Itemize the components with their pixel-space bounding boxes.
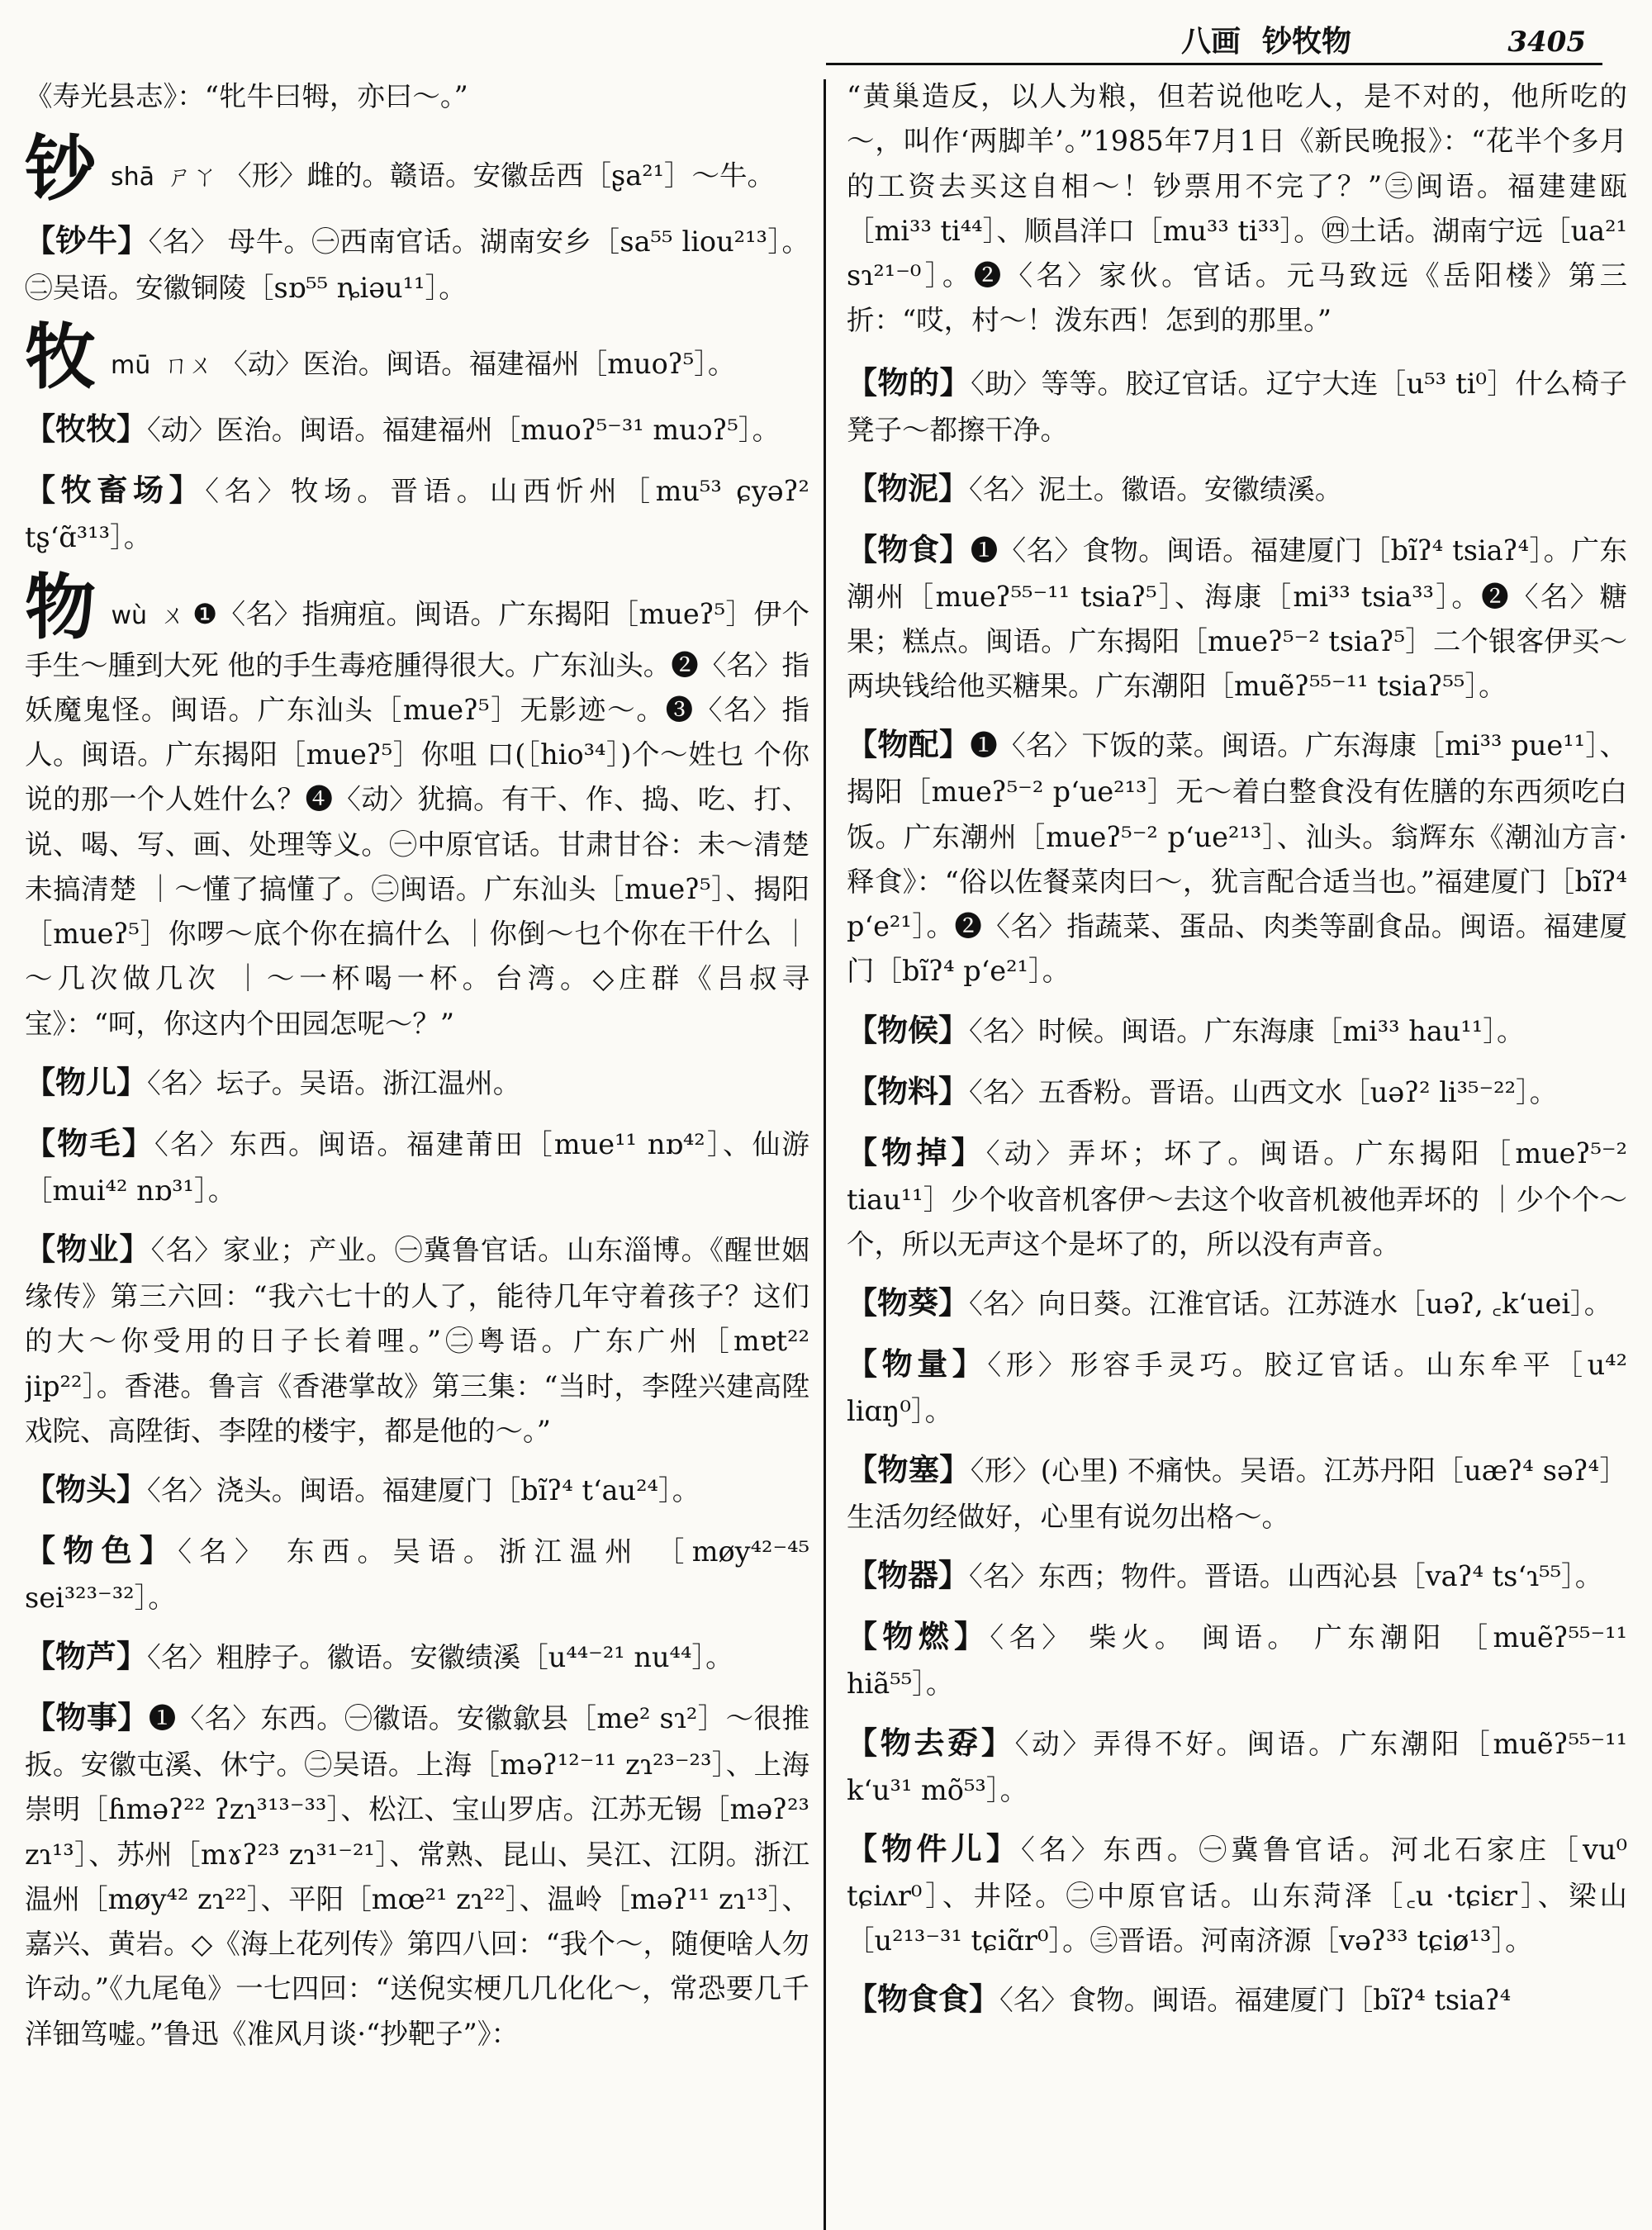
headword: 【钞牛】 [25, 222, 149, 259]
definition-text: ❶〈名〉指痈疽。闽语。广东揭阳［mueʔ⁵］伊个手生～腫到大死 他的手生毒疮腫得很大。广东汕头。❷〈名〉指妖魔鬼怪。闽语。广东汕头［mueʔ⁵］无影迹～。❸〈名〉指人。闽语。广东揭阳［mueʔ⁵］你咀 口(［hio³⁴］)个～姓乜 个你说的那一个人姓什么？❹〈动〉犹搞。有干、作、捣、吃、打、说、喝、写、画、处理等义。㊀中原官话。甘肃甘谷：未～清楚未搞清楚 ｜～懂了搞懂了。㊁闽语。广东汕头［mueʔ⁵］、揭阳［mueʔ⁵］你啰～底个你在搞什么 ｜你倒～乜个你在干什么 ｜～几次做几次 ｜～一杯喝一杯。台湾。◇庄群《吕叔寻宝》：“呵，你这内个田园怎呢～？” [25, 597, 809, 1040]
word-entry [847, 1824, 1627, 1963]
head-character: 牧 [25, 316, 96, 400]
word-entry [25, 1119, 809, 1213]
word-entry [25, 1693, 809, 2057]
headword: 【物毛】 [25, 1124, 155, 1161]
headword: 【物食食】 [847, 1981, 999, 2018]
zhuyin: ㄇㄨ [164, 351, 214, 381]
definition-text: ❶〈名〉东西。㊀徽语。安徽歙县［me² sɿ²］～很推扳。安徽屯溪、休宁。㊁吴语。上海［məʔ¹²⁻¹¹ zɿ²³⁻²³］、上海崇明［ɦməʔ²² ʔzɿ³¹³⁻³³］、松江、宝山罗店。江苏无锡［məʔ²³ zɿ¹³］、苏州［mɤʔ²³ zɿ³¹⁻²¹］、常熟、昆山、吴江、江阴。浙江温州［møy⁴² zɿ²²］、平阳［mœ²¹ zɿ²²］、温岭［məʔ¹¹ zɿ¹³］、嘉兴、黄岩。◇《海上花列传》第四八回：“我个～，随便啥人勿许动。”《九尾龟》一七四回：“送倪实梗几几化化～，常恐要几千洋钿笃嘘。”鲁迅《准风月谈·“抄靶子”》： [25, 1702, 809, 2050]
headword: 【物芦】 [25, 1638, 147, 1675]
headword: 【物配】 [847, 726, 971, 763]
headword: 【物头】 [25, 1471, 147, 1508]
pinyin: mū [111, 351, 151, 381]
headword: 【物去孬】 [847, 1724, 1015, 1761]
definition-text: 〈名〉东西。闽语。福建莆田［mue¹¹ nɒ⁴²］、仙游［mui⁴² nɒ³¹］。 [25, 1127, 809, 1207]
headword: 【物色】 [25, 1532, 178, 1569]
headword: 【物量】 [847, 1345, 988, 1383]
word-entry [847, 358, 1627, 453]
headword: 【物业】 [25, 1231, 151, 1268]
word-entry [847, 464, 1627, 514]
definition-text: 〈名〉家业；产业。㊀冀鲁官话。山东淄博。《醒世姻缘传》第三六回：“我六七十的人了，能待几年守着孩子？这们的大～你受用的日子长着哩。”㊁粤语。广东广州［mɐt²² jip²²］。香港。鲁言《香港掌故》第三集：“当时，李陞兴建高陞戏院、高陞街、李陞的楼宇，都是他的～。” [25, 1234, 809, 1447]
header-section: 八画 [1181, 24, 1241, 59]
word-entry [847, 1612, 1627, 1706]
word-entry [847, 1279, 1627, 1328]
definition-text: 〈形〉雌的。赣语。安徽岳西［ʂa²¹］～牛。 [224, 159, 776, 192]
running-header [1181, 18, 1586, 64]
character-entry [25, 566, 809, 1046]
headword: 【物候】 [847, 1011, 969, 1048]
definition-text: 〈名〉 东西。吴语。浙江温州 ［møy⁴²⁻⁴⁵ sei³²³⁻³²］。 [25, 1535, 809, 1615]
zhuyin: ㄨ [160, 600, 187, 630]
definition-text: 〈动〉医治。闽语。福建福州［muoʔ⁵］。 [220, 348, 736, 381]
headword: 【物泥】 [847, 469, 969, 506]
definition-text: 《寿光县志》：“牝牛曰牳，亦曰～。” [25, 80, 468, 112]
headword: 【物件儿】 [847, 1829, 1022, 1867]
character-entry [25, 128, 809, 211]
definition-text: 〈动〉医治。闽语。福建福州［muoʔ⁵⁻³¹ muɔʔ⁵］。 [147, 414, 781, 447]
pinyin: shā [111, 163, 155, 192]
header-chars: 钞牧物 [1262, 24, 1352, 59]
definition-text: 〈形〉(心里) 不痛快。吴语。江苏丹阳［uæʔ⁴ səʔ⁴］生活勿经做好，心里有说勿出格～。 [847, 1454, 1627, 1534]
left-column [25, 74, 809, 2213]
continued-text [25, 74, 809, 119]
headword: 【物燃】 [847, 1618, 990, 1655]
head-character: 钞 [25, 128, 96, 211]
definition-text: 〈名〉五香粉。晋语。山西文水［uəʔ² li³⁵⁻²²］。 [969, 1075, 1558, 1108]
word-entry [25, 1526, 809, 1620]
word-entry [25, 1632, 809, 1682]
word-entry [847, 1445, 1627, 1540]
headword: 【物儿】 [25, 1064, 147, 1100]
definition-text: 〈名〉牧场。晋语。山西忻州［mu⁵³ ɕyəʔ² tʂʻɑ̃³¹³］。 [25, 475, 809, 554]
definition-text: ❶〈名〉下饭的菜。闽语。广东海康［mi³³ pue¹¹］、揭阳［mueʔ⁵⁻² pʻue²¹³］无～着白整食没有佐膳的东西须吃白饭。广东潮州［mueʔ⁵⁻² pʻue²¹³］、汕头。翁辉东《潮汕方言·释食》：“俗以佐餐菜肉曰～，犹言配合适当也。”福建厦门［bĩʔ⁴ pʻe²¹］。❷〈名〉指蔬菜、蛋品、肉类等副食品。闽语。福建厦门［bĩʔ⁴ pʻe²¹］。 [847, 729, 1627, 988]
right-column [847, 74, 1627, 2213]
word-entry [847, 1128, 1627, 1267]
word-entry [25, 466, 809, 560]
word-entry [847, 525, 1627, 709]
headword: 【物食】 [847, 530, 971, 567]
header-rule [826, 63, 1602, 65]
definition-text: 〈名〉东西；物件。晋语。山西沁县［vaʔ⁴ tsʻɿ⁵⁵］。 [969, 1560, 1603, 1593]
word-entry [847, 1975, 1627, 2024]
column-divider [824, 79, 826, 2230]
headword: 【物掉】 [847, 1133, 986, 1170]
definition-text: 〈名〉时候。闽语。广东海康［mi³³ hau¹¹］。 [969, 1014, 1525, 1047]
definition-text: 〈动〉弄得不好。闽语。广东潮阳［muẽʔ⁵⁵⁻¹¹ kʻu³¹ mõ⁵³］。 [847, 1727, 1627, 1806]
word-entry [25, 1465, 809, 1515]
definition-text: 〈动〉弄坏；坏了。闽语。广东揭阳［mueʔ⁵⁻² tiau¹¹］少个收音机客伊～去这个收音机被他弄坏的 ｜少个个～个，所以无声这个是坏了的，所以没有声音。 [847, 1136, 1627, 1260]
word-entry [25, 405, 809, 454]
word-entry [847, 1006, 1627, 1056]
headword: 【物料】 [847, 1072, 969, 1109]
pinyin: wù [111, 600, 148, 630]
headword: 【物葵】 [847, 1284, 969, 1321]
headword: 【牧牧】 [25, 410, 147, 448]
word-entry [847, 1719, 1627, 1813]
definition-text: 〈名〉食物。闽语。福建厦门［bĩʔ⁴ tsiaʔ⁴ [999, 1984, 1512, 2017]
head-character: 物 [25, 566, 97, 649]
definition-text: “黄巢造反，以人为粮，但若说他吃人，是不对的，他所吃的～，叫作‘两脚羊’。”1985年7月1日《新民晚报》：“花半个多月的工资去买这自相～！钞票用不完了？”㊂闽语。福建建瓯［mi³³ ti⁴⁴］、顺昌洋口［mu³³ ti³³］。㊃土话。湖南宁远［ua²¹ sɿ²¹⁻⁰］。❷〈名〉家伙。官话。元马致远《岳阳楼》第三折：“哎，村～！泼东西！怎到的那里。” [847, 80, 1627, 337]
definition-text: 〈形〉形容手灵巧。胶辽官话。山东牟平［u⁴² liɑŋ⁰］。 [847, 1349, 1627, 1427]
definition-text: 〈名〉东西。㊀冀鲁官话。河北石家庄［vu⁰ tɕiʌr⁰］、井陉。㊁中原官话。山东菏泽［꜀u ·tɕiɛr］、梁山［u²¹³⁻³¹ tɕiɑ̃r⁰］。㊂晋语。河南济源［vəʔ³³ tɕiø¹³］。 [847, 1833, 1627, 1957]
word-entry [847, 1551, 1627, 1601]
zhuyin: ㄕㄚ [168, 163, 218, 192]
definition-text: 〈名〉泥土。徽语。安徽绩溪。 [969, 472, 1343, 505]
word-entry [847, 1340, 1627, 1434]
definition-text: 〈名〉 母牛。㊀西南官话。湖南安乡［sa⁵⁵ liou²¹³］。㊁吴语。安徽铜陵［sɒ⁵⁵ ȵiəu¹¹］。 [25, 225, 809, 305]
word-entry [25, 1058, 809, 1108]
continued-text [847, 74, 1627, 344]
headword: 【物事】 [25, 1699, 149, 1736]
word-entry [847, 720, 1627, 994]
headword: 【牧畜场】 [25, 472, 206, 509]
character-entry [25, 316, 809, 400]
headword: 【物塞】 [847, 1451, 971, 1488]
headword: 【物的】 [847, 363, 971, 401]
definition-text: 〈名〉浇头。闽语。福建厦门［bĩʔ⁴ tʻau²⁴］。 [147, 1474, 700, 1507]
word-entry [25, 1225, 809, 1454]
word-entry [847, 1067, 1627, 1117]
definition-text: 〈名〉粗脖子。徽语。安徽绩溪［u⁴⁴⁻²¹ nu⁴⁴］。 [147, 1641, 733, 1674]
definition-text: 〈名〉向日葵。江淮官话。江苏涟水［uəʔ, ꜀kʻuei］。 [969, 1288, 1612, 1321]
headword: 【物器】 [847, 1557, 969, 1594]
word-entry [25, 216, 809, 311]
definition-text: ❶〈名〉食物。闽语。福建厦门［bĩʔ⁴ tsiaʔ⁴］。广东潮州［mueʔ⁵⁵⁻¹¹ tsiaʔ⁵］、海康［mi³³ tsia³³］。❷〈名〉糖果；糕点。闽语。广东揭阳［mueʔ⁵⁻² tsiaʔ⁵］二个银客伊买～两块钱给他买糖果。广东潮阳［muẽʔ⁵⁵⁻¹¹ tsiaʔ⁵⁵］。 [847, 534, 1627, 703]
definition-text: 〈名〉 柴火。 闽语。 广东潮阳 ［muẽʔ⁵⁵⁻¹¹ hiã⁵⁵］。 [847, 1621, 1627, 1701]
definition-text: 〈助〉等等。胶辽官话。辽宁大连［u⁵³ ti⁰］什么椅子凳子～都擦干净。 [847, 367, 1627, 446]
page-number: 3405 [1507, 26, 1586, 59]
definition-text: 〈名〉坛子。吴语。浙江温州。 [147, 1067, 521, 1099]
